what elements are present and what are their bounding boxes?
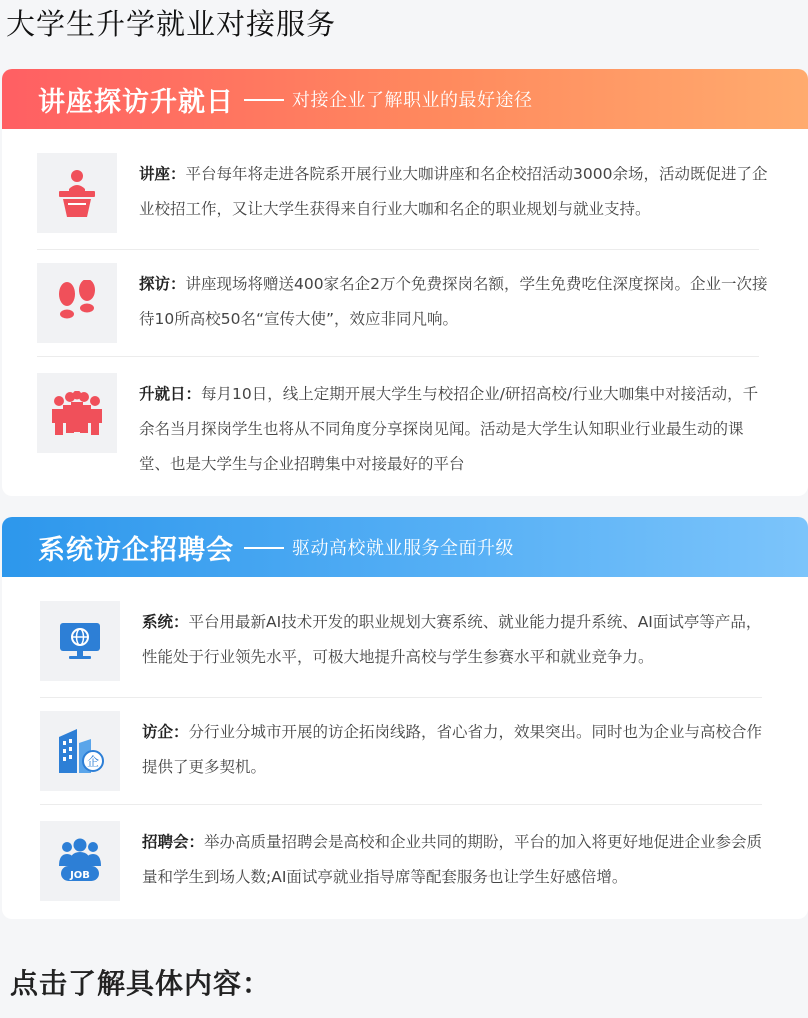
item-label: 探访： bbox=[139, 275, 186, 293]
job-people-icon bbox=[40, 821, 120, 901]
item-body: 平台用最新AI技术开发的职业规划大赛系统、就业能力提升系统、AI面试亭等产品，性能处于行业领先水平，可极大地提升高校与学生参赛水平和就业竞争力。 bbox=[142, 613, 762, 666]
list-item-career-day bbox=[37, 373, 769, 482]
enterprise-building-icon bbox=[40, 711, 120, 791]
item-text bbox=[142, 715, 772, 785]
monitor-globe-icon bbox=[40, 601, 120, 681]
list-item-system bbox=[40, 601, 772, 681]
people-group-icon bbox=[37, 373, 117, 453]
section-subtitle: 对接企业了解职业的最好途径 bbox=[292, 90, 533, 111]
item-label: 系统： bbox=[142, 613, 189, 631]
section-title: 系统访企招聘会 bbox=[38, 534, 234, 566]
divider bbox=[37, 249, 759, 250]
item-body: 举办高质量招聘会是高校和企业共同的期盼，平台的加入将更好地促进企业参会质量和学生到场人数;AI面试亭就业指导席等配套服务也让学生好感倍增。 bbox=[142, 833, 763, 886]
section-header bbox=[2, 517, 808, 577]
item-text bbox=[142, 825, 772, 895]
item-label: 招聘会： bbox=[142, 833, 205, 851]
item-label: 访企： bbox=[142, 723, 189, 741]
item-text bbox=[142, 605, 772, 675]
section-system-card bbox=[2, 517, 808, 919]
item-body: 每月10日，线上定期开展大学生与校招企业/研招高校/行业大咖集中对接活动，千余名当月探岗学生也将从不同角度分享探岗见闻。活动是大学生认知职业行业最生动的课堂、也是大学生与企业招聘集中对接最好的平台 bbox=[139, 385, 759, 473]
item-label: 升就日： bbox=[139, 385, 202, 403]
learn-more-heading[interactable]: 点击了解具体内容： bbox=[10, 967, 272, 1000]
divider bbox=[40, 804, 762, 805]
divider bbox=[40, 697, 762, 698]
footprints-icon bbox=[37, 263, 117, 343]
svg-text:企: 企 bbox=[86, 754, 100, 769]
list-item-enterprise-visit bbox=[40, 711, 772, 791]
podium-icon bbox=[37, 153, 117, 233]
section-lectures-card bbox=[2, 69, 808, 496]
list-item-lecture bbox=[37, 153, 769, 233]
page-title: 大学生升学就业对接服务 bbox=[6, 7, 337, 41]
header-dash bbox=[244, 547, 284, 549]
item-text bbox=[139, 267, 769, 337]
item-body: 分行业分城市开展的访企拓岗线路，省心省力，效果突出。同时也为企业与高校合作提供了更多契机。 bbox=[142, 723, 763, 776]
list-item-job-fair bbox=[40, 821, 772, 901]
item-body: 平台每年将走进各院系开展行业大咖讲座和名企校招活动3000余场，活动既促进了企业校招工作，又让大学生获得来自行业大咖和名企的职业规划与就业支持。 bbox=[139, 165, 768, 218]
section-header bbox=[2, 69, 808, 129]
section-title: 讲座探访升就日 bbox=[38, 86, 234, 118]
divider bbox=[37, 356, 759, 357]
section-subtitle: 驱动高校就业服务全面升级 bbox=[292, 538, 514, 559]
list-item-visit bbox=[37, 263, 769, 343]
svg-text:JOB: JOB bbox=[70, 870, 90, 881]
item-label: 讲座： bbox=[139, 165, 186, 183]
header-dash bbox=[244, 99, 284, 101]
item-body: 讲座现场将赠送400家名企2万个免费探岗名额，学生免费吃住深度探岗。企业一次接待10所高校50名“宣传大使”，效应非同凡响。 bbox=[139, 275, 768, 328]
item-text bbox=[139, 377, 769, 482]
item-text bbox=[139, 157, 769, 227]
